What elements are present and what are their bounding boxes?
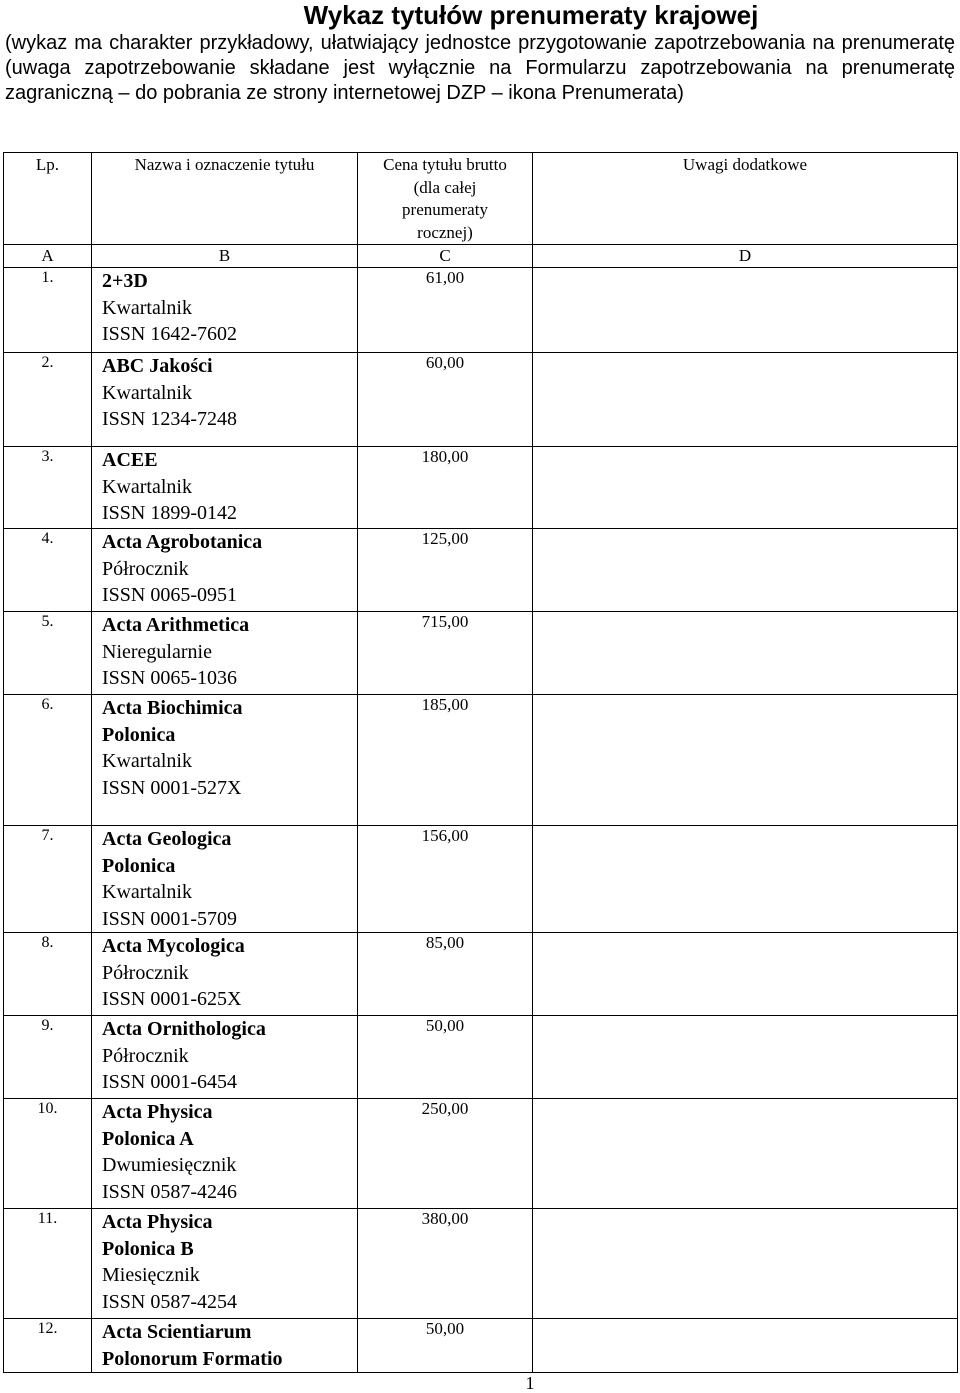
header-lp: Lp. (4, 153, 92, 245)
title-description (92, 268, 358, 353)
title-issn: ISSN 0065-1036 (102, 667, 238, 689)
title-name: 2+3D (102, 270, 148, 292)
title-issn: ISSN 1899-0142 (102, 502, 238, 524)
title-issn: ISSN 0001-6454 (102, 1071, 238, 1093)
title-name: ABC Jakości (102, 355, 213, 377)
title-frequency: Półrocznik (102, 961, 189, 984)
title-name: Acta Scientiarum (102, 1321, 252, 1343)
title-frequency: Kwartalnik (102, 381, 192, 404)
notes-cell (533, 529, 958, 612)
row-number: 10. (4, 1099, 92, 1209)
title-description (92, 1209, 358, 1319)
title-description (92, 529, 358, 612)
header-price-line: Cena tytułu brutto (383, 155, 507, 174)
notes-cell (533, 695, 958, 826)
page-title: Wykaz tytułów prenumeraty krajowej (303, 0, 759, 30)
title-price: 156,00 (358, 826, 533, 933)
title-name: Polonica (102, 723, 176, 746)
header-price-line: prenumeraty (402, 200, 488, 219)
notes-cell (533, 1099, 958, 1209)
table-row (4, 695, 958, 826)
title-issn: ISSN 0001-625X (102, 988, 242, 1010)
title-description (92, 933, 358, 1016)
title-name: Polonica B (102, 1237, 194, 1260)
title-price: 180,00 (358, 447, 533, 529)
notes-cell (533, 447, 958, 529)
table-row (4, 1319, 958, 1373)
subscription-table (3, 152, 958, 1373)
title-issn: ISSN 0065-0951 (102, 584, 238, 606)
title-price: 185,00 (358, 695, 533, 826)
title-description (92, 612, 358, 695)
title-description (92, 1016, 358, 1099)
title-description (92, 353, 358, 447)
title-price: 380,00 (358, 1209, 533, 1319)
row-number: 3. (4, 447, 92, 529)
title-name: Polonica (102, 854, 176, 877)
table-row (4, 612, 958, 695)
column-letter-row (4, 245, 958, 268)
title-name: Acta Biochimica (102, 697, 243, 719)
table-row (4, 826, 958, 933)
title-frequency: Kwartalnik (102, 750, 192, 772)
row-number: 1. (4, 268, 92, 353)
row-number: 9. (4, 1016, 92, 1099)
title-name: Acta Arithmetica (102, 614, 250, 636)
table-row (4, 1209, 958, 1319)
title-name: Acta Ornithologica (102, 1018, 266, 1040)
title-price: 85,00 (358, 933, 533, 1016)
table-row (4, 1016, 958, 1099)
table-body (4, 268, 958, 1373)
title-frequency: Dwumiesięcznik (102, 1154, 237, 1176)
column-letter: B (92, 245, 358, 268)
title-issn: ISSN 1234-7248 (102, 408, 238, 430)
title-frequency: Kwartalnik (102, 296, 192, 319)
title-name: Polonorum Formatio (102, 1347, 283, 1370)
title-description (92, 695, 358, 826)
title-price: 715,00 (358, 612, 533, 695)
row-number: 5. (4, 612, 92, 695)
title-price: 250,00 (358, 1099, 533, 1209)
title-issn: ISSN 0587-4254 (102, 1290, 238, 1313)
title-frequency: Półrocznik (102, 1044, 189, 1067)
table-row (4, 353, 958, 447)
title-price: 60,00 (358, 353, 533, 447)
title-description (92, 826, 358, 933)
row-number: 2. (4, 353, 92, 447)
header-price-line: rocznej) (417, 222, 473, 242)
column-letter: C (358, 245, 533, 268)
title-description (92, 1099, 358, 1209)
column-letter: A (4, 245, 92, 268)
row-number: 4. (4, 529, 92, 612)
row-number: 11. (4, 1209, 92, 1319)
table-row (4, 933, 958, 1016)
title-name: Polonica A (102, 1127, 194, 1150)
title-price: 50,00 (358, 1016, 533, 1099)
table-row (4, 529, 958, 612)
title-name: Acta Mycologica (102, 935, 245, 957)
row-number: 6. (4, 695, 92, 826)
row-number: 8. (4, 933, 92, 1016)
notes-cell (533, 1319, 958, 1373)
title-name: Acta Physica (102, 1211, 213, 1233)
header-notes: Uwagi dodatkowe (533, 153, 958, 245)
header-name: Nazwa i oznaczenie tytułu (92, 153, 358, 245)
title-price: 50,00 (358, 1319, 533, 1373)
row-number: 7. (4, 826, 92, 933)
title-frequency: Kwartalnik (102, 881, 192, 903)
title-description (92, 447, 358, 529)
title-frequency: Półrocznik (102, 557, 189, 580)
notes-cell (533, 933, 958, 1016)
title-name: Acta Geologica (102, 828, 232, 850)
title-description (92, 1319, 358, 1373)
title-frequency: Nieregularnie (102, 640, 212, 663)
title-frequency: Kwartalnik (102, 475, 192, 498)
title-issn: ISSN 1642-7602 (102, 323, 238, 345)
intro-paragraph: (wykaz ma charakter przykładowy, ułatwiający jednostce przygotowanie zapotrzebowania na prenumeratę (uwaga zapotrzebowanie składane jest wyłącznie na Formularzu zapotrzebowania na prenumeratę zagraniczną – do pobrania ze strony internetowej DZP – ikona Prenumerata) (5, 32, 955, 104)
header-price-line: (dla całej (413, 177, 477, 197)
title-price: 125,00 (358, 529, 533, 612)
row-number: 12. (4, 1319, 92, 1373)
title-name: Acta Physica (102, 1101, 213, 1123)
header-row (4, 153, 958, 245)
table-row (4, 1099, 958, 1209)
title-name: ACEE (102, 449, 158, 471)
notes-cell (533, 268, 958, 353)
notes-cell (533, 612, 958, 695)
notes-cell (533, 826, 958, 933)
notes-cell (533, 1016, 958, 1099)
title-issn: ISSN 0001-527X (102, 776, 242, 799)
title-name: Acta Agrobotanica (102, 531, 263, 553)
notes-cell (533, 1209, 958, 1319)
title-price: 61,00 (358, 268, 533, 353)
title-frequency: Miesięcznik (102, 1264, 200, 1286)
table-row (4, 268, 958, 353)
table-row (4, 447, 958, 529)
header-price (358, 153, 533, 245)
column-letter: D (533, 245, 958, 268)
notes-cell (533, 353, 958, 447)
page-number: 1 (525, 1373, 535, 1393)
title-issn: ISSN 0001-5709 (102, 907, 238, 930)
title-issn: ISSN 0587-4246 (102, 1180, 238, 1203)
